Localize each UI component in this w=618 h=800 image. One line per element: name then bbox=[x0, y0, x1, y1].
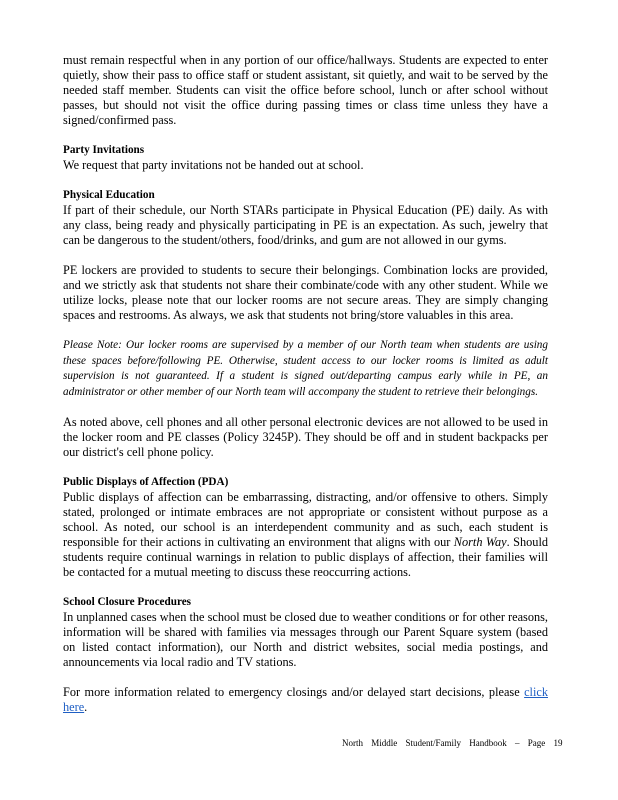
spacer bbox=[63, 128, 548, 143]
party-invitations-heading: Party Invitations bbox=[63, 144, 145, 156]
spacer bbox=[63, 323, 548, 338]
intro-paragraph: must remain respectful when in any portion of our office/hallways. Students are expected to enter quietly, show their pass to office staff or student assistant, sit quietly, and wait to be served by the needed staff member. Students can visit the office before school, lunch or after school without passes, but should not visit the office during passing times or class time unless they have a signed/confirmed pass. bbox=[63, 53, 548, 127]
page-footer: North Middle Student/Family Handbook – Page 19 bbox=[342, 738, 563, 748]
click-here-link[interactable]: click here bbox=[63, 685, 548, 714]
spacer bbox=[63, 173, 548, 188]
locker-room-note: Please Note: Our locker rooms are supervised by a member of our North team when students are using these spaces before/following PE. Otherwise, student access to our locker rooms is limited as adult supervision is not guaranteed. If a student is signed out/departing campus early while in PE, an administrator or other member of our North team will accompany the student to retrieve their belongings. bbox=[63, 339, 548, 398]
more-info-end: . bbox=[84, 700, 88, 714]
pda-paragraph bbox=[63, 490, 548, 580]
physical-education-paragraph-1: If part of their schedule, our North STARs participate in Physical Education (PE) daily. As with any class, being ready and physically participating in PE is an expectation. As such, jewelry that can be dangerous to the student/others, food/drinks, and gum are not allowed in our gyms. bbox=[63, 203, 548, 247]
more-info-text: For more information related to emergency closings and/or delayed start decisions, please bbox=[63, 685, 525, 699]
pda-text-start: Public displays of affection can be embarrassing, distracting, and/or offensive to others. Simply stated, prolonged or intimate embraces are not appropriate or consistent without purpose as a school. As noted, our school is an interdependent community and as such, each student is responsible for their actions in cultivating an environment that aligns with our bbox=[63, 490, 548, 549]
spacer bbox=[63, 580, 548, 595]
pda-text-end: . Should students require continual warnings in relation to public displays of affection, their families will be contacted for a mutual meeting to discuss these reoccurring actions. bbox=[63, 535, 549, 579]
spacer bbox=[63, 248, 548, 263]
pda-heading: Public Displays of Affection (PDA) bbox=[63, 476, 229, 488]
party-invitations-paragraph: We request that party invitations not be handed out at school. bbox=[63, 158, 364, 172]
spacer bbox=[63, 400, 548, 415]
physical-education-heading: Physical Education bbox=[63, 189, 155, 201]
spacer bbox=[63, 670, 548, 685]
physical-education-paragraph-2: PE lockers are provided to students to secure their belongings. Combination locks are provided, and we strictly ask that students not share their combinate/code with any other student. While we utilize locks, please note that our locker rooms are not secure areas. They are simply changing spaces and restrooms. As always, we ask that students not bring/store valuables in this area. bbox=[63, 263, 548, 322]
physical-education-paragraph-3: As noted above, cell phones and all other personal electronic devices are not allowed to be used in the locker room and PE classes (Policy 3245P). They should be off and in student backpacks per our district's cell phone policy. bbox=[63, 415, 548, 459]
school-closure-heading: School Closure Procedures bbox=[63, 596, 192, 608]
more-info-paragraph bbox=[63, 685, 548, 715]
north-way-text: North Way bbox=[453, 535, 507, 549]
school-closure-paragraph: In unplanned cases when the school must be closed due to weather conditions or for other reasons, information will be shared with families via messages through our Parent Square system (based on listed contact information), our North and district websites, social media postings, and announcements via local radio and TV stations. bbox=[63, 610, 548, 669]
spacer bbox=[63, 460, 548, 475]
